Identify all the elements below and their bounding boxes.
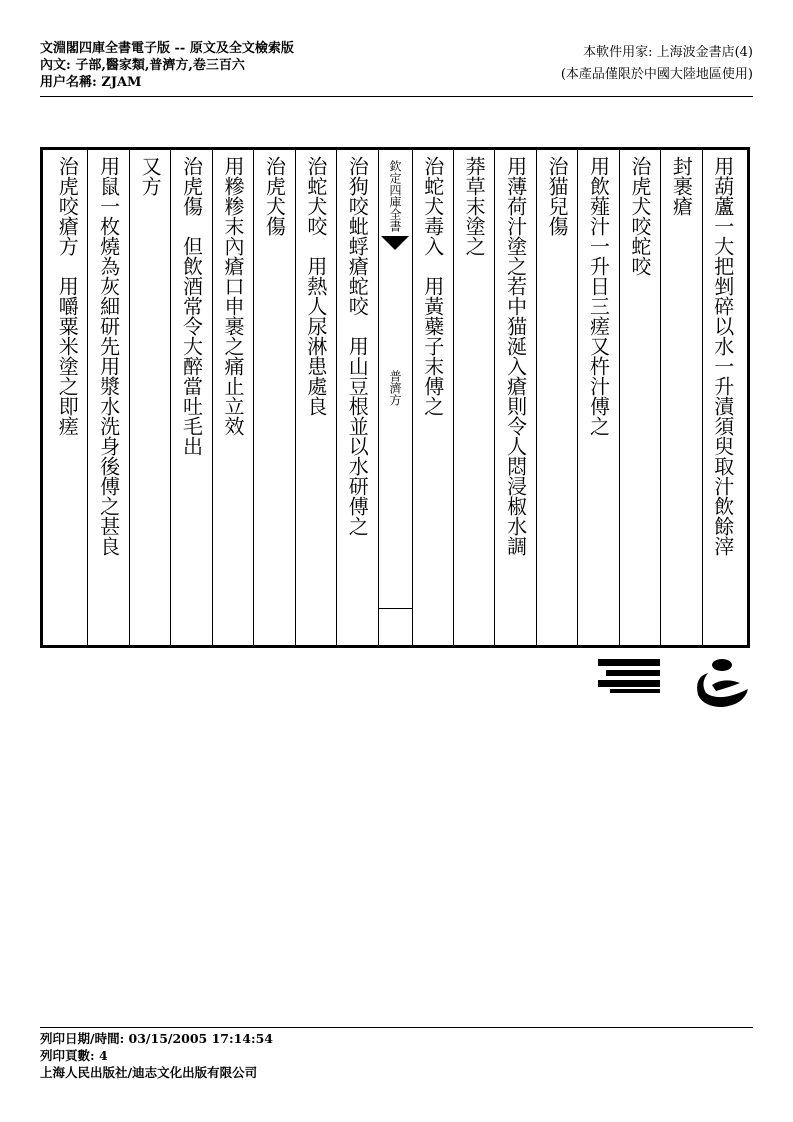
text-column-3: 治虎犬咬蛇咬 — [619, 150, 660, 645]
text-column-11: 治虎犬傷 — [253, 150, 294, 645]
sidebar-rule — [379, 608, 412, 609]
header-licensee: 本軟件用家: 上海波金書店(4) — [583, 45, 753, 60]
text-column-12: 用糝糁末內瘡口申裹之痛止立效 — [212, 150, 253, 645]
text-column-4: 用飲薤汁一升日三瘥又杵汁傅之 — [577, 150, 618, 645]
text-column-1: 用葫蘆一大把剉碎以水一升漬須臾取汁飲餘滓 — [702, 150, 743, 645]
header-content-path: 內文: 子部,醫家類,普濟方,卷三百六 — [40, 58, 245, 73]
text-column-10: 治蛇犬咬 用熱人尿淋患處良 — [295, 150, 336, 645]
publisher-logo-icon — [596, 655, 662, 695]
text-frame — [40, 147, 750, 648]
text-column-6: 用薄荷汁塗之若中猫涎入瘡則令人悶浸椒水調 — [494, 150, 535, 645]
footer-divider — [40, 1027, 753, 1028]
text-column-8: 治蛇犬毒入 用黃蘗子末傅之 — [412, 150, 453, 645]
text-column-13: 治虎傷 但飲酒常令大醉當吐毛出 — [170, 150, 211, 645]
header-left — [40, 40, 294, 91]
text-column-15: 用鼠一枚燒為灰細研先用漿水洗身後傅之甚良 — [87, 150, 128, 645]
sidebar-subtitle: 普濟方 — [388, 370, 402, 406]
print-datetime: 列印日期/時間: 03/15/2005 17:14:54 — [40, 1031, 274, 1046]
text-column-7: 莽草末塗之 — [453, 150, 494, 645]
header-right — [561, 42, 753, 86]
header-username: 用户名稱: ZJAM — [40, 75, 142, 90]
text-column-16: 治虎咬瘡方 用嚼粟米塗之即瘥 — [55, 156, 80, 436]
publisher-line: 上海人民出版社/迪志文化出版有限公司 — [40, 1065, 258, 1080]
text-column-14: 又方 — [129, 150, 170, 645]
page-sidebar — [378, 150, 412, 645]
text-column-2: 封裹瘡 — [660, 150, 701, 645]
print-page-count: 列印頁數: 4 — [40, 1048, 108, 1063]
footer — [40, 1030, 273, 1081]
header-region-note: (本產品僅限於中國大陸地區使用) — [560, 67, 753, 82]
text-columns — [47, 150, 743, 645]
sidebar-title: 欽定四庫全書 — [388, 160, 402, 232]
fish-tail-mark — [381, 236, 409, 250]
text-column-5: 治猫兒傷 — [536, 150, 577, 645]
seal-logo-icon — [690, 655, 754, 711]
header-title: 文淵閣四庫全書電子版 -- 原文及全文檢索版 — [40, 41, 294, 56]
text-column-9: 治狗咬蚍蜉瘡蛇咬 用山豆根並以水研傅之 — [336, 150, 377, 645]
header-divider — [40, 96, 753, 97]
